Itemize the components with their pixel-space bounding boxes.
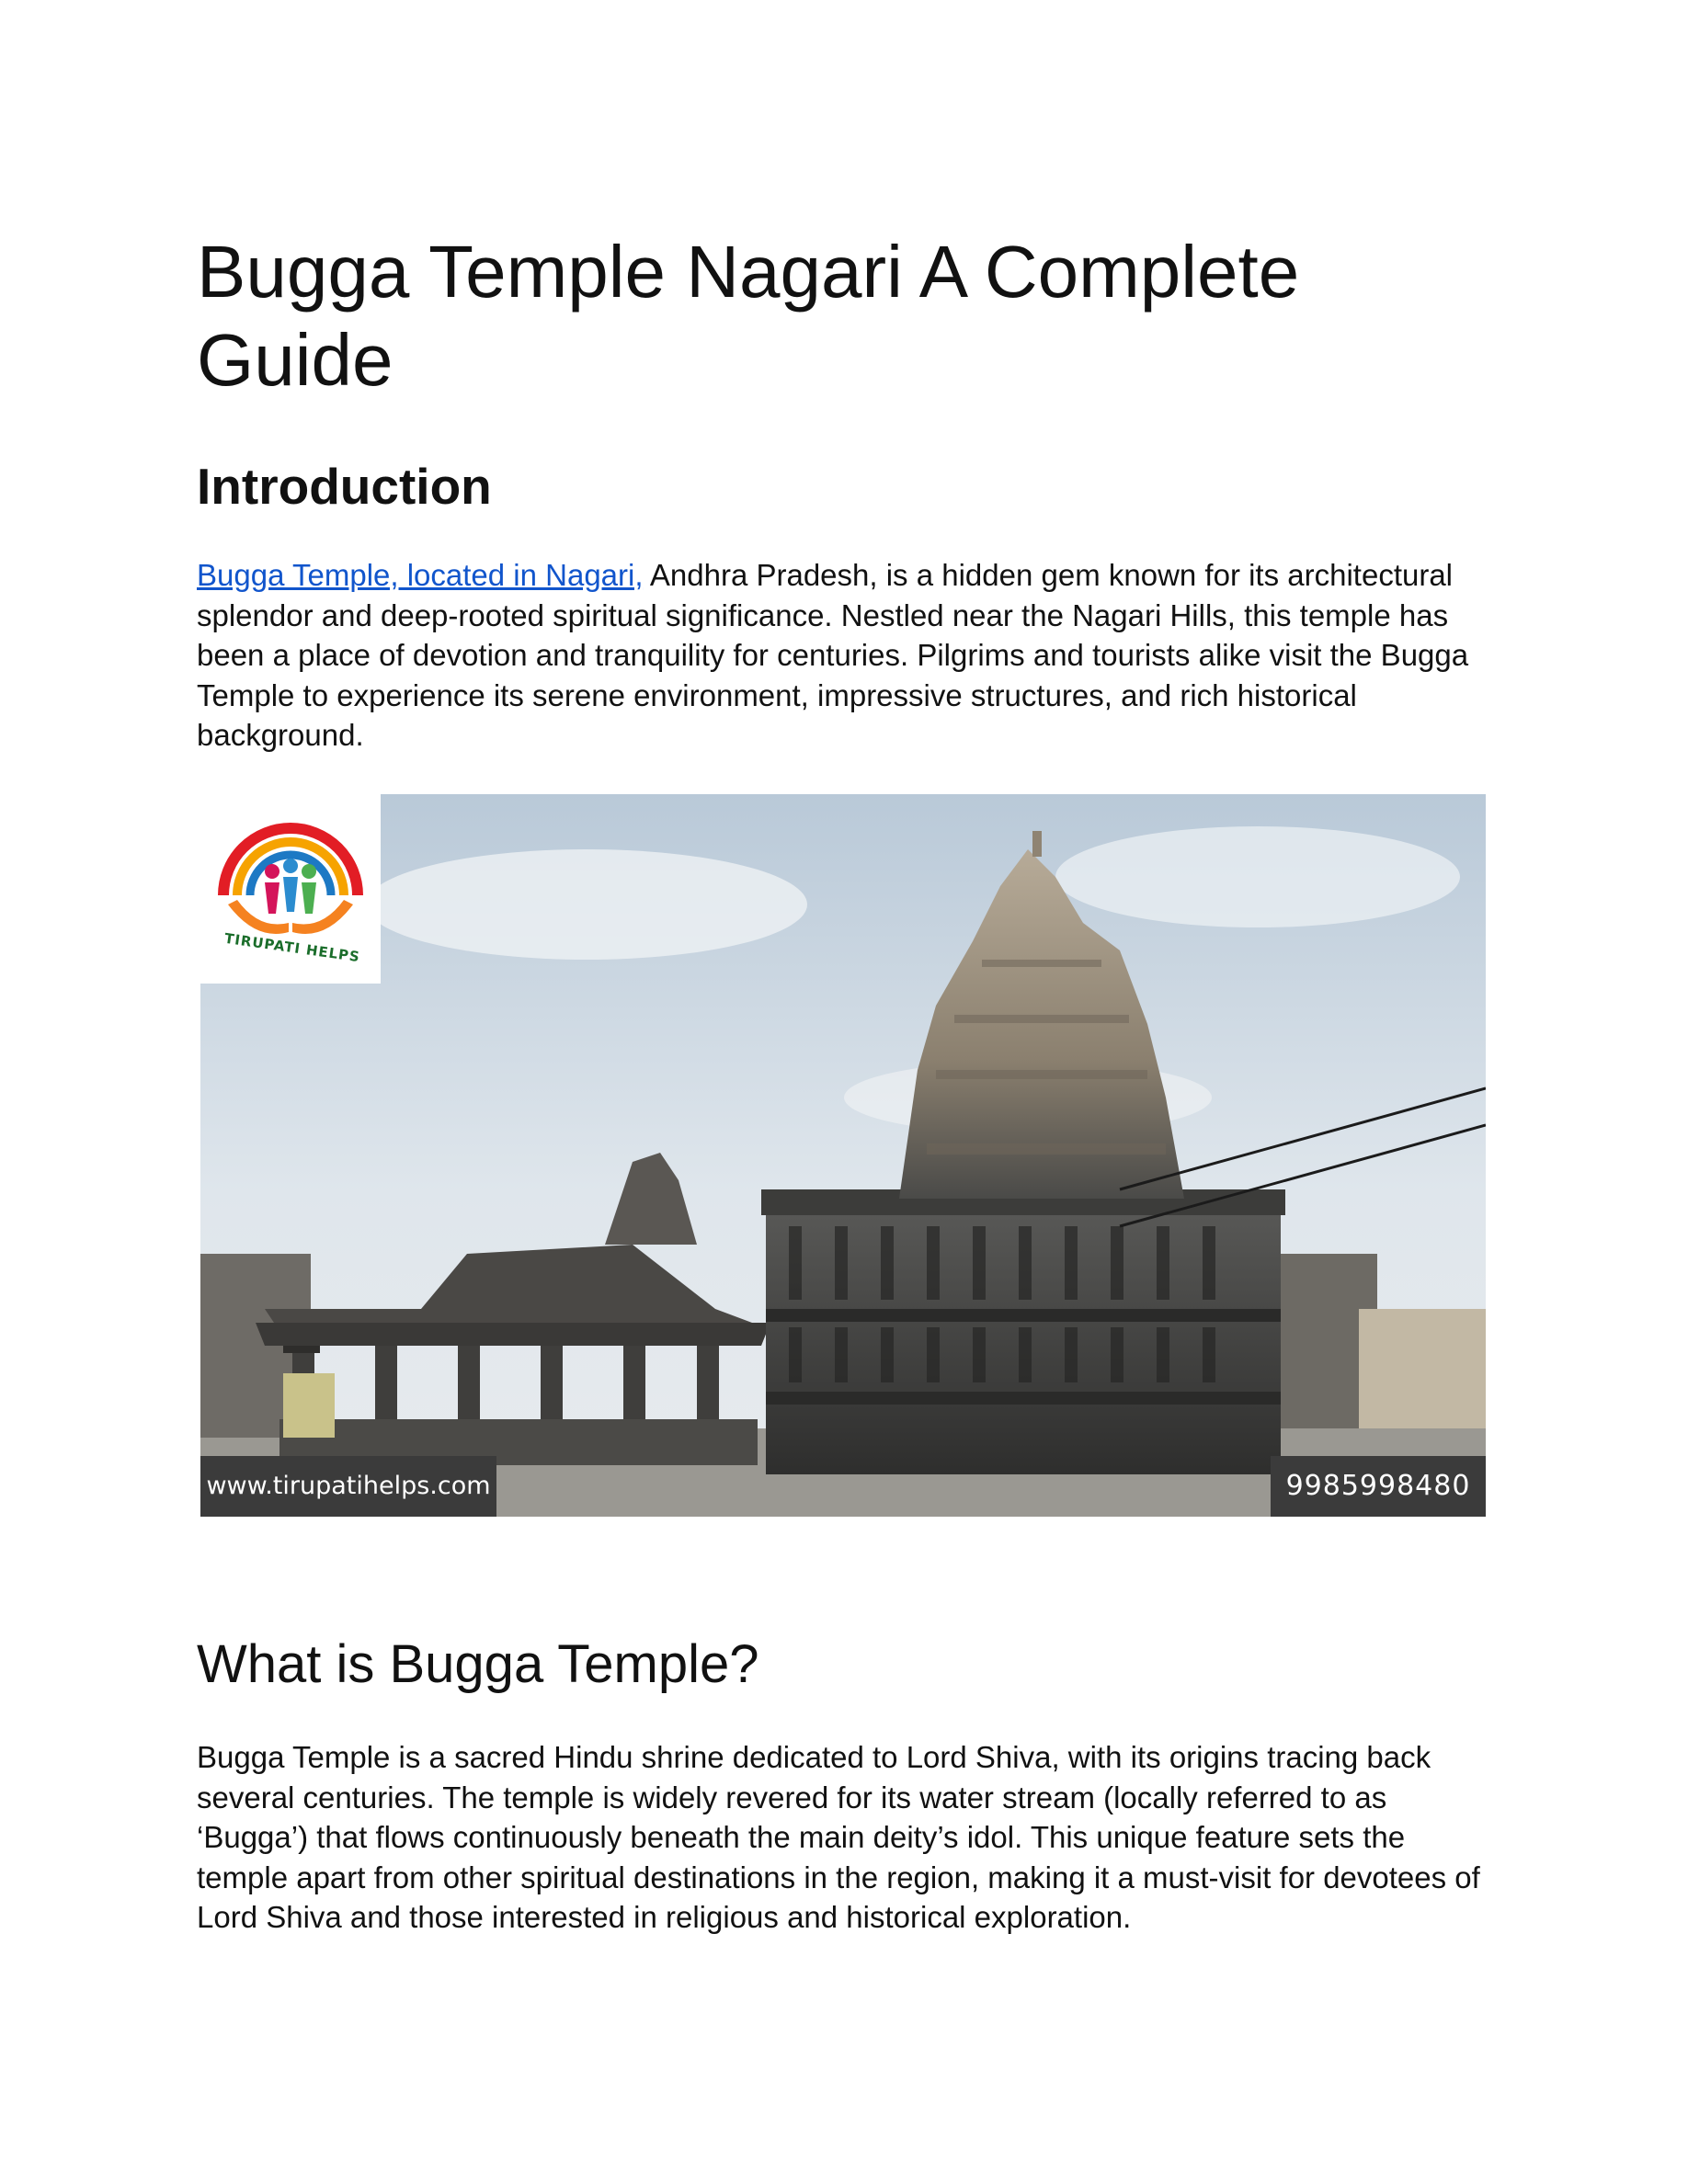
logo-text: TIRUPATI HELPS <box>223 929 361 966</box>
temple-illustration <box>200 794 1486 1517</box>
bugga-temple-link[interactable]: Bugga Temple, located in Nagari, <box>197 558 644 592</box>
introduction-heading: Introduction <box>197 458 492 515</box>
introduction-text: Andhra Pradesh, is a hidden gem known for its architectural splendor and deep-rooted spiritual significance. Nestled near the Nagari Hills, this temple has been a place of devotion and tranquility for centuries. Pilgrims and tourists alike visit the Bugga Temple to experience its serene environment, impressive structures, and rich historical background. <box>197 558 1469 753</box>
what-is-heading: What is Bugga Temple? <box>197 1634 759 1694</box>
introduction-paragraph <box>197 555 1484 756</box>
what-is-paragraph: Bugga Temple is a sacred Hindu shrine dedicated to Lord Shiva, with its origins tracing back several centuries. The temple is widely revered for its water stream (locally referred to as ‘Bugga’) that flows continuously beneath the main deity’s idol. This unique feature sets the temple apart from other spiritual destinations in the region, making it a must-visit for devotees of Lord Shiva and those interested in religious and historical exploration. <box>197 1740 1480 1935</box>
website-url-overlay: www.tirupatihelps.com <box>200 1456 496 1517</box>
temple-photo <box>200 794 1486 1517</box>
phone-number-overlay: 9985998480 <box>1271 1456 1486 1517</box>
page-title: Bugga Temple Nagari A Complete Guide <box>197 231 1300 401</box>
tirupati-helps-logo <box>200 794 381 984</box>
